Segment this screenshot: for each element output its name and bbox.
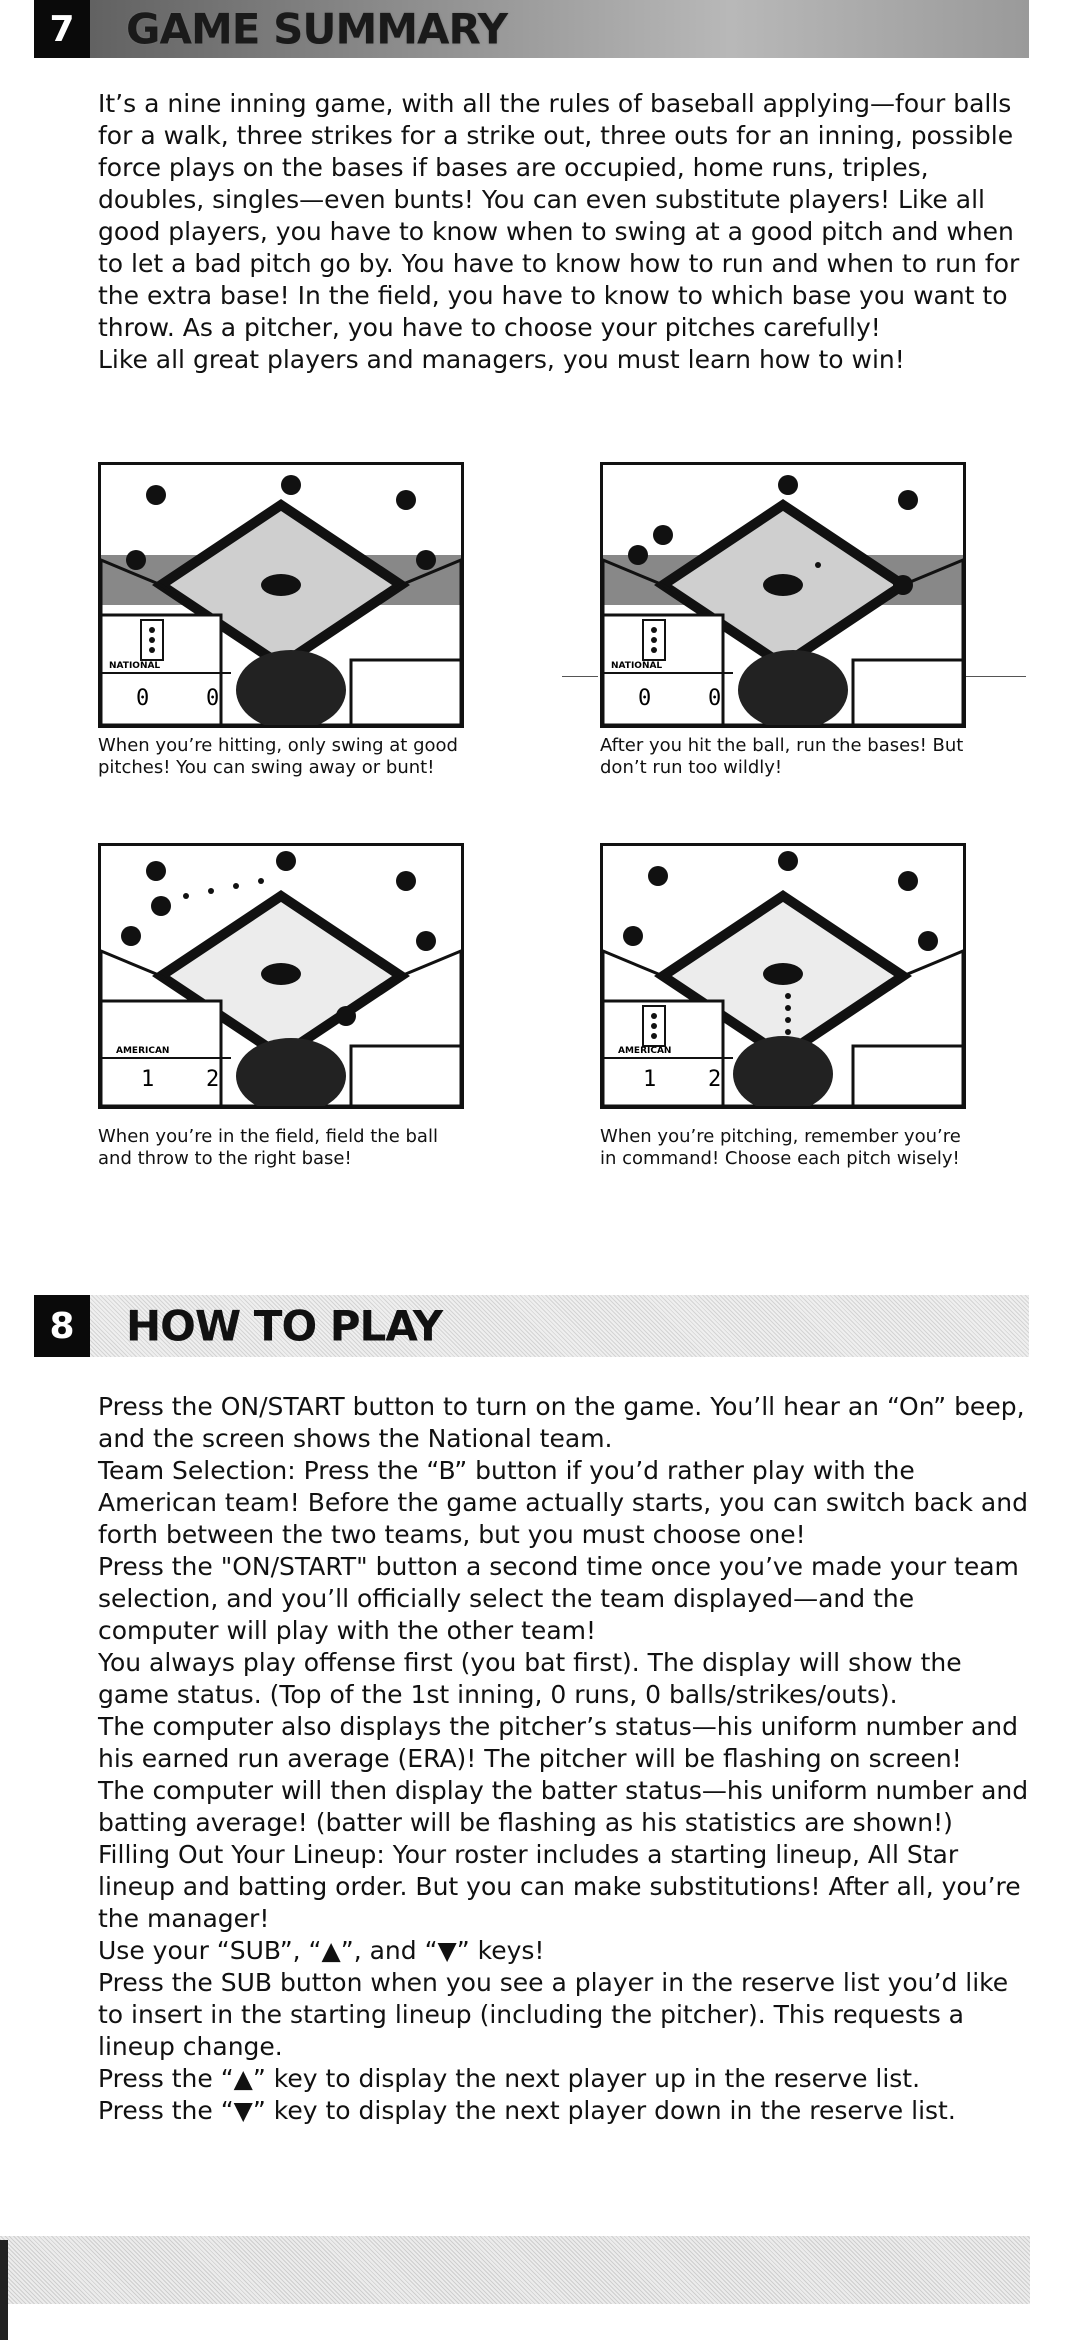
divider-line bbox=[966, 676, 1026, 677]
howto-paragraph: Team Selection: Press the “B” button if you’d rather play with the American team! Before the game actually starts, you can switch back and forth between the two teams, but you must choose one! bbox=[98, 1456, 1028, 1549]
score-left: 1 bbox=[141, 1067, 155, 1092]
howto-paragraph: Press the “▲” key to display the next player up in the reserve list. bbox=[98, 2064, 921, 2093]
team-label: NATIONAL bbox=[109, 661, 161, 671]
caption-fielding: When you’re in the field, field the ball and throw to the right base! bbox=[98, 1126, 438, 1169]
howto-paragraph: Press the "ON/START" button a second time once you’ve made your team selection, and you’ll officially select the team displayed—and the computer will play with the other team! bbox=[98, 1552, 1019, 1645]
score-left: 0 bbox=[136, 686, 150, 711]
howto-paragraph: Press the “▼” key to display the next player down in the reserve list. bbox=[98, 2096, 956, 2125]
score-right: 2 bbox=[708, 1067, 722, 1092]
team-label: AMERICAN bbox=[116, 1046, 170, 1056]
howto-paragraph: The computer will then display the batter status—his uniform number and batting average! (batter will be flashing as his statistics are shown!) bbox=[98, 1776, 1029, 1837]
section-7-banner bbox=[34, 0, 1029, 58]
caption-running: After you hit the ball, run the bases! But don’t run too wildly! bbox=[600, 735, 964, 778]
figure-fielding bbox=[98, 843, 464, 1109]
baseball-field-illustration bbox=[603, 846, 963, 1106]
summary-paragraph: Like all great players and managers, you must learn how to win! bbox=[98, 345, 905, 374]
section-7-title: GAME SUMMARY bbox=[126, 4, 507, 54]
section-7-number: 7 bbox=[34, 0, 90, 58]
howto-paragraph: The computer also displays the pitcher’s status—his uniform number and his earned run average (ERA)! The pitcher will be flashing on screen! bbox=[98, 1712, 1018, 1773]
footer-band bbox=[0, 2236, 1030, 2304]
caption-pitching: When you’re pitching, remember you’re in command! Choose each pitch wisely! bbox=[600, 1126, 961, 1169]
howto-paragraph: You always play offense first (you bat first). The display will show the game status. (Top of the 1st inning, 0 runs, 0 balls/strikes/outs). bbox=[98, 1648, 962, 1709]
score-right: 2 bbox=[206, 1067, 220, 1092]
summary-paragraph: It’s a nine inning game, with all the rules of baseball applying—four balls for a walk, three strikes for a strike out, three outs for an inning, possible force plays on the bases if bases are occupied, home runs, triples, doubles, singles—even bunts! You can even substitute players! Like all good players, you have to know when to swing at a good pitch and when to let a bad pitch go by. You have to know how to run and when to run for the extra base! In the field, you have to know to which base you want to throw. As a pitcher, you have to choose your pitches carefully! bbox=[98, 89, 1020, 342]
divider-line bbox=[562, 676, 598, 677]
score-right: 0 bbox=[708, 686, 722, 711]
figure-pitching bbox=[600, 843, 966, 1109]
game-summary-text bbox=[98, 88, 1028, 376]
how-to-play-text bbox=[98, 1391, 1033, 2127]
score-left: 1 bbox=[643, 1067, 657, 1092]
figure-running bbox=[600, 462, 966, 728]
baseball-field-illustration bbox=[603, 465, 963, 725]
howto-paragraph: Filling Out Your Lineup: Your roster includes a starting lineup, All Star lineup and batting order. But you can make substitutions! After all, you’re the manager! bbox=[98, 1840, 1021, 1933]
team-label: NATIONAL bbox=[611, 661, 663, 671]
baseball-field-illustration bbox=[101, 846, 461, 1106]
section-8-banner bbox=[34, 1295, 1029, 1357]
score-right: 0 bbox=[206, 686, 220, 711]
caption-hitting: When you’re hitting, only swing at good pitches! You can swing away or bunt! bbox=[98, 735, 458, 778]
section-8-number: 8 bbox=[34, 1295, 90, 1357]
team-label: AMERICAN bbox=[618, 1046, 672, 1056]
howto-paragraph: Use your “SUB”, “▲”, and “▼” keys! bbox=[98, 1936, 545, 1965]
left-edge-rule bbox=[0, 2240, 8, 2340]
score-left: 0 bbox=[638, 686, 652, 711]
figure-hitting bbox=[98, 462, 464, 728]
section-8-title: HOW TO PLAY bbox=[126, 1301, 443, 1351]
howto-paragraph: Press the ON/START button to turn on the game. You’ll hear an “On” beep, and the screen shows the National team. bbox=[98, 1392, 1025, 1453]
baseball-field-illustration bbox=[101, 465, 461, 725]
howto-paragraph: Press the SUB button when you see a player in the reserve list you’d like to insert in the starting lineup (including the pitcher). This requests a lineup change. bbox=[98, 1968, 1009, 2061]
